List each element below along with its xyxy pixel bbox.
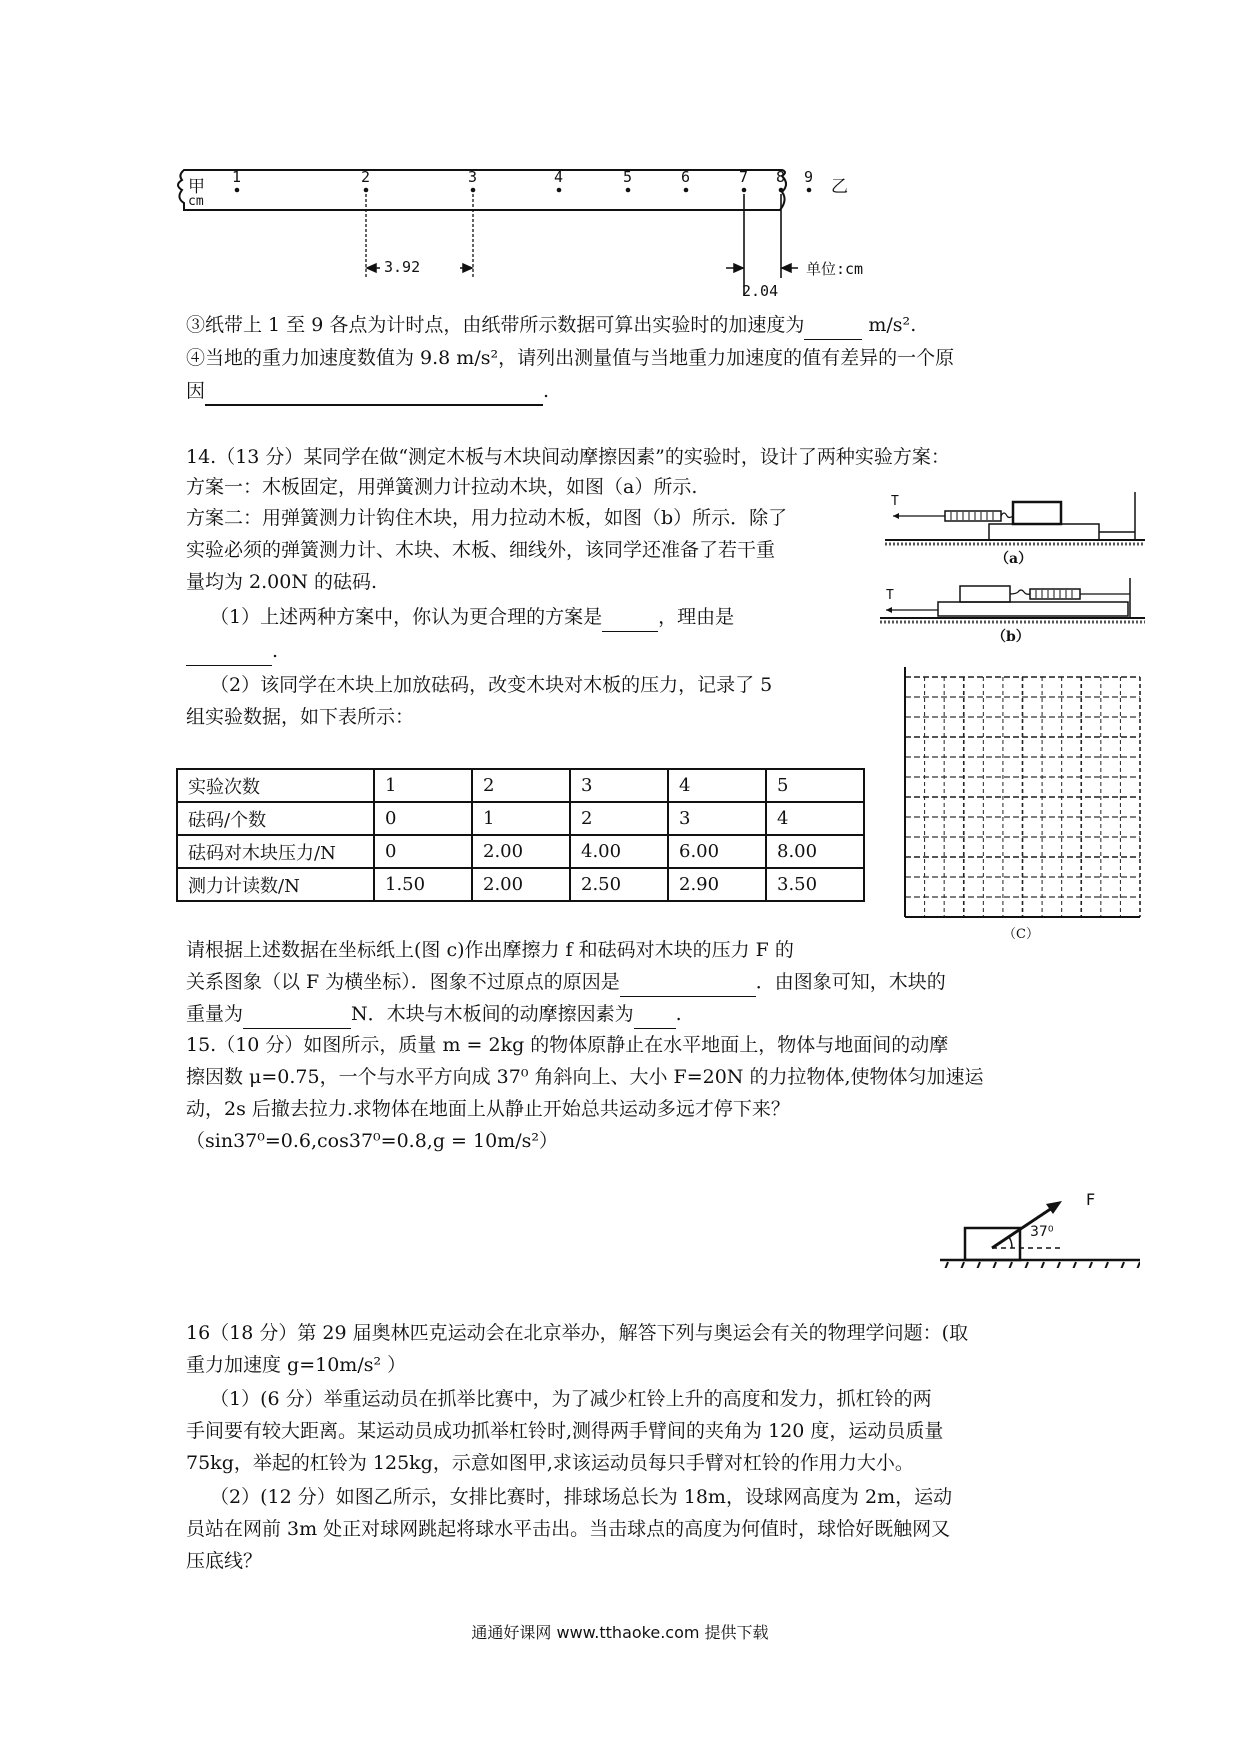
tape-point-label: 5 bbox=[623, 168, 633, 186]
tape-point-label: 1 bbox=[232, 168, 242, 186]
tension-label-a: T bbox=[891, 494, 899, 509]
q15-l3: 动，2s 后撤去拉力.求物体在地面上从静止开始总共运动多远才停下来？ bbox=[186, 1098, 790, 1120]
q16-p1-l3: 75kg，举起的杠铃为 125kg，示意如图甲,求该运动员每只手臂对杠铃的作用力大小。 bbox=[186, 1452, 914, 1474]
tape-point-label: 3 bbox=[468, 168, 478, 186]
tape-left-label: 甲 bbox=[188, 177, 205, 197]
q15-force-figure bbox=[940, 1188, 1140, 1268]
q14-after-l3-text: 重量为 bbox=[186, 1003, 244, 1025]
q14-plan2-l2: 实验必须的弹簧测力计、木块、木板、细线外，该同学还准备了若干重 bbox=[186, 539, 776, 561]
tape-point-label: 7 bbox=[739, 168, 749, 186]
angle-label: 37⁰ bbox=[1030, 1224, 1054, 1240]
dimension-7-8: 2.04 bbox=[742, 282, 779, 300]
figure-a bbox=[885, 492, 1145, 572]
figure-b bbox=[880, 578, 1145, 658]
figure-b-label: （b） bbox=[992, 629, 1030, 645]
figure-b-drawing bbox=[880, 578, 1145, 658]
row-header: 测力计读数/N bbox=[177, 868, 374, 901]
q14-part1-cont bbox=[186, 636, 278, 666]
tape-point-label: 8 bbox=[776, 168, 786, 186]
q16-p2-l1: （2）(12 分）如图乙所示，女排比赛时，排球场总长为 18m，设球网高度为 2m，运动 bbox=[210, 1486, 953, 1508]
q15-l1: 15.（10 分）如图所示，质量 m = 2kg 的物体原静止在水平地面上，物体与地面间的动摩 bbox=[186, 1034, 949, 1056]
table-cell: 1 bbox=[374, 769, 472, 802]
q14-after-l2-cont: ．由图象可知，木块的 bbox=[755, 971, 946, 993]
answer-blank-origin-reason[interactable] bbox=[620, 976, 756, 997]
q13-item3-text: ③纸带上 1 至 9 各点为计时点，由纸带所示数据可算出实验时的加速度为 bbox=[186, 314, 805, 336]
answer-blank-reason-plan[interactable] bbox=[186, 645, 272, 666]
figure-c-label: （C） bbox=[1003, 927, 1039, 942]
q14-plan1: 方案一：木板固定，用弹簧测力计拉动木块，如图（a）所示. bbox=[186, 476, 698, 498]
q13-item4: ④当地的重力加速度数值为 9.8 m/s²，请列出测量值与当地重力加速度的值有差异的一个原 bbox=[186, 347, 955, 369]
table-cell: 0 bbox=[374, 835, 472, 868]
table-cell: 6.00 bbox=[668, 835, 766, 868]
table-cell: 0 bbox=[374, 802, 472, 835]
row-header: 实验次数 bbox=[177, 769, 374, 802]
answer-blank-weight[interactable] bbox=[243, 1008, 351, 1029]
q15-l4: （sin37⁰=0.6,cos37⁰=0.8,g = 10m/s²） bbox=[186, 1130, 558, 1152]
row-header: 砝码/个数 bbox=[177, 802, 374, 835]
table-cell: 4 bbox=[668, 769, 766, 802]
table-cell: 2 bbox=[472, 769, 570, 802]
figure-c-grid bbox=[895, 665, 1145, 945]
answer-blank-mu[interactable] bbox=[634, 1008, 676, 1029]
table-cell: 1 bbox=[472, 802, 570, 835]
q13-item4-end: . bbox=[543, 380, 550, 402]
table-cell: 2 bbox=[570, 802, 668, 835]
q16-l1: 16（18 分）第 29 届奥林匹克运动会在北京举办，解答下列与奥运会有关的物理学问题：(取 bbox=[186, 1322, 969, 1344]
q14-part2-l1: （2）该同学在木块上加放砝码，改变木块对木板的压力，记录了 5 bbox=[210, 674, 773, 696]
q14-part1-reason: ，理由是 bbox=[658, 606, 735, 628]
q15-l2: 擦因数 μ=0.75，一个与水平方向成 37⁰ 角斜向上、大小 F=20N 的力拉物体,使物体匀加速运 bbox=[186, 1066, 984, 1088]
q14-part1-text: （1）上述两种方案中，你认为更合理的方案是 bbox=[210, 606, 603, 628]
force-label: F bbox=[1086, 1190, 1096, 1209]
row-header: 砝码对木块压力/N bbox=[177, 835, 374, 868]
table-cell: 5 bbox=[766, 769, 864, 802]
q16-p1-l2: 手间要有较大距离。某运动员成功抓举杠铃时,测得两手臂间的夹角为 120 度，运动员质量 bbox=[186, 1420, 944, 1442]
q14-after-l2 bbox=[186, 967, 946, 997]
answer-blank-reason[interactable] bbox=[205, 384, 543, 406]
q14-part1-end: . bbox=[272, 640, 279, 662]
q16-p2-l3: 压底线？ bbox=[186, 1550, 263, 1572]
q14-part1 bbox=[210, 602, 734, 632]
table-cell: 3.50 bbox=[766, 868, 864, 901]
q14-title: 14.（13 分）某同学在做“测定木板与木块间动摩擦因素”的实验时，设计了两种实验方案： bbox=[186, 446, 950, 468]
q16-p1-l1: （1）(6 分）举重运动员在抓举比赛中，为了减少杠铃上升的高度和发力，抓杠铃的两 bbox=[210, 1388, 932, 1410]
q14-after-l3-cont: N．木块与木板间的动摩擦因素为 bbox=[351, 1003, 634, 1025]
q14-after-l3-end: . bbox=[675, 1003, 682, 1025]
table-cell: 4.00 bbox=[570, 835, 668, 868]
q16-l2: 重力加速度 g=10m/s² ） bbox=[186, 1354, 407, 1376]
table-cell: 8.00 bbox=[766, 835, 864, 868]
dimension-2-3: 3.92 bbox=[384, 258, 421, 276]
table-row bbox=[177, 802, 864, 835]
coordinate-grid[interactable] bbox=[895, 665, 1145, 925]
q14-after-l2-text: 关系图象（以 F 为横坐标）．图象不过原点的原因是 bbox=[186, 971, 620, 993]
paper-tape-outline bbox=[170, 160, 870, 295]
table-cell: 3 bbox=[570, 769, 668, 802]
q14-plan2-l1: 方案二：用弹簧测力计钩住木块，用力拉动木板，如图（b）所示．除了 bbox=[186, 507, 788, 529]
table-cell: 3 bbox=[668, 802, 766, 835]
q13-item4-cont bbox=[186, 376, 549, 406]
q13-item3 bbox=[186, 310, 916, 340]
answer-blank-acceleration[interactable] bbox=[804, 319, 862, 340]
tape-point-label: 6 bbox=[681, 168, 691, 186]
answer-blank-plan[interactable] bbox=[602, 611, 658, 632]
table-row bbox=[177, 835, 864, 868]
table-cell: 2.00 bbox=[472, 835, 570, 868]
table-cell: 4 bbox=[766, 802, 864, 835]
tape-point-label: 4 bbox=[554, 168, 564, 186]
q14-plan2-l3: 量均为 2.00N 的砝码. bbox=[186, 571, 378, 593]
table-cell: 2.00 bbox=[472, 868, 570, 901]
table-row bbox=[177, 769, 864, 802]
tape-point-label: 2 bbox=[361, 168, 371, 186]
unit-label: 单位:cm bbox=[806, 260, 864, 278]
table-cell: 2.50 bbox=[570, 868, 668, 901]
tape-right-label: 乙 bbox=[831, 177, 848, 197]
figure-a-label: （a） bbox=[995, 551, 1033, 567]
page-footer: 通通好课网 www.tthaoke.com 提供下载 bbox=[471, 1623, 769, 1642]
q14-after-l3 bbox=[186, 999, 682, 1029]
table-cell: 2.90 bbox=[668, 868, 766, 901]
table-cell: 1.50 bbox=[374, 868, 472, 901]
experiment-data-table bbox=[176, 768, 865, 902]
tape-point-label: 9 bbox=[804, 168, 814, 186]
q16-p2-l2: 员站在网前 3m 处正对球网跳起将球水平击出。当击球点的高度为何值时，球恰好既触网又 bbox=[186, 1518, 951, 1540]
tape-left-unit: cm bbox=[188, 194, 204, 209]
table-row bbox=[177, 868, 864, 901]
tension-label-b: T bbox=[886, 588, 894, 603]
q14-after-l1: 请根据上述数据在坐标纸上(图 c)作出摩擦力 f 和砝码对木块的压力 F 的 bbox=[186, 939, 794, 961]
paper-tape-figure bbox=[170, 160, 870, 300]
q13-item3-end: . bbox=[910, 314, 917, 336]
q13-item4-cont-text: 因 bbox=[186, 380, 206, 402]
q13-item3-unit: m/s² bbox=[868, 314, 911, 336]
q14-part2-l2: 组实验数据，如下表所示： bbox=[186, 706, 415, 728]
